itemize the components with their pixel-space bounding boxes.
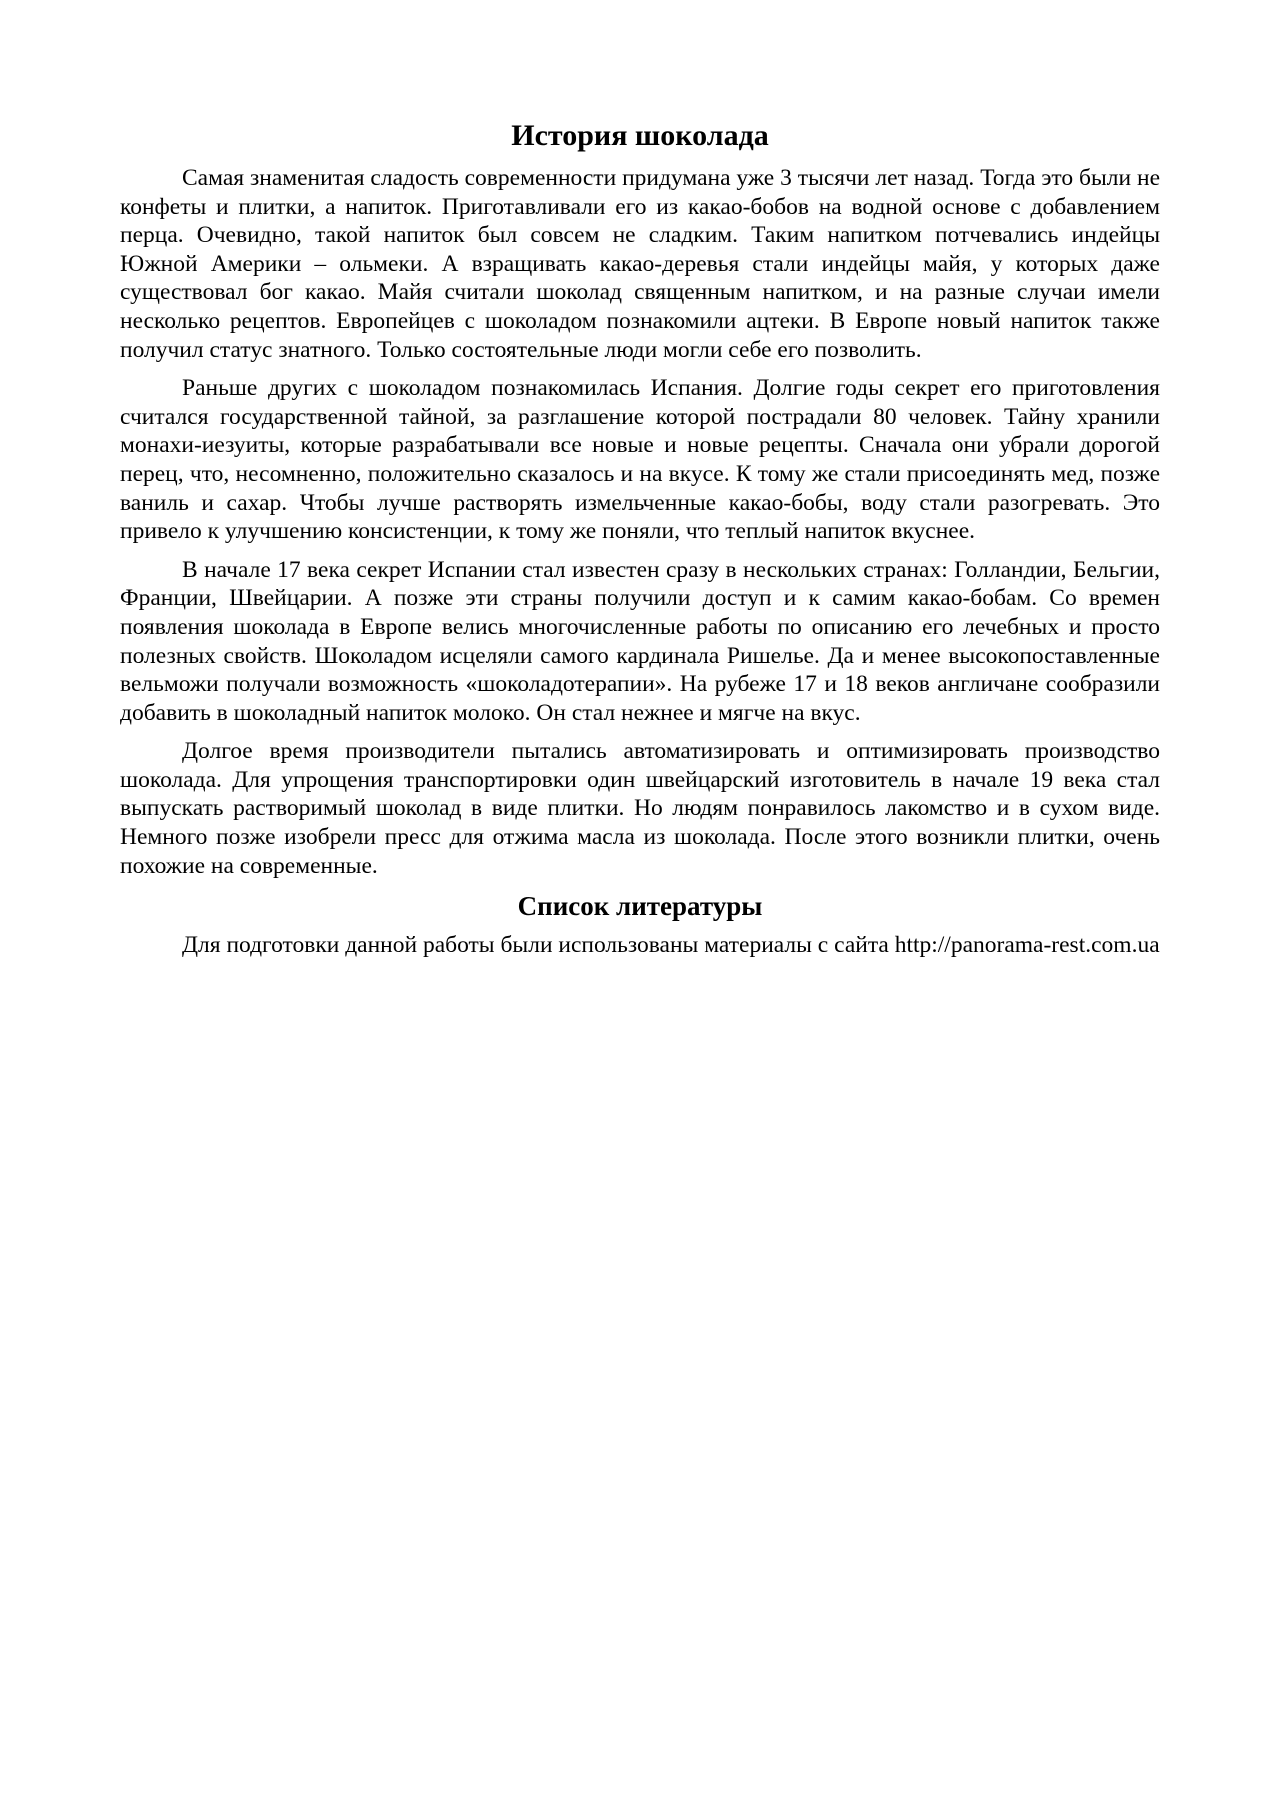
references-title: Список литературы [517,891,763,922]
references-text: Для подготовки данной работы были использованы материалы с сайта http://panorama-rest.com.ua [182,931,1160,958]
paragraph-3: В начале 17 века секрет Испании стал известен сразу в нескольких странах: Голландии, Бельгии, Франции, Швейцарии. А позже эти страны получили доступ и к самим какао-бобам. Со времен появления шоколада в Европе велись многочисленные работы по описанию его лечебных и просто полезных свойств. Шоколадом исцеляли самого кардинала Ришелье. Да и менее высокопоставленные вельможи получали возможность «шоколадотерапии». На рубеже 17 и 18 веков англичане сообразили добавить в шоколадный напиток молоко. Он стал нежнее и мягче на вкус. [120,556,1160,726]
paragraph-4: Долгое время производители пытались автоматизировать и оптимизировать производство шоколада. Для упрощения транспортировки один швейцарский изготовитель в начале 19 века стал выпускать растворимый шоколад в виде плитки. Но людям понравилось лакомство и в сухом виде. Немного позже изобрели пресс для отжима масла из шоколада. После этого возникли плитки, очень похожие на современные. [120,738,1160,879]
paragraph-2: Раньше других с шоколадом познакомилась Испания. Долгие годы секрет его приготовления считался государственной тайной, за разглашение которой пострадали 80 человек. Тайну хранили монахи-иезуиты, которые разрабатывали все новые и новые рецепты. Сначала они убрали дорогой перец, что, несомненно, положительно сказалось и на вкусе. К тому же стали присоединять мед, позже ваниль и сахар. Чтобы лучше растворять измельченные какао-бобы, воду стали разогревать. Это привело к улучшению консистенции, к тому же поняли, что теплый напиток вкуснее. [120,375,1160,545]
document-page [120,118,1160,969]
document-title: История шоколада [511,119,769,152]
paragraph-1: Самая знаменитая сладость современности придумана уже 3 тысячи лет назад. Тогда это были не конфеты и плитки, а напиток. Приготавливали его из какао-бобов на водной основе с добавлением перца. Очевидно, такой напиток был совсем не сладким. Таким напитком потчевались индейцы Южной Америки – ольмеки. А взращивать какао-деревья стали индейцы майя, у которых даже существовал бог какао. Майя считали шоколад священным напитком, и на разные случаи имели несколько рецептов. Европейцев с шоколадом познакомили ацтеки. В Европе новый напиток также получил статус знатного. Только состоятельные люди могли себе его позволить. [120,165,1160,363]
